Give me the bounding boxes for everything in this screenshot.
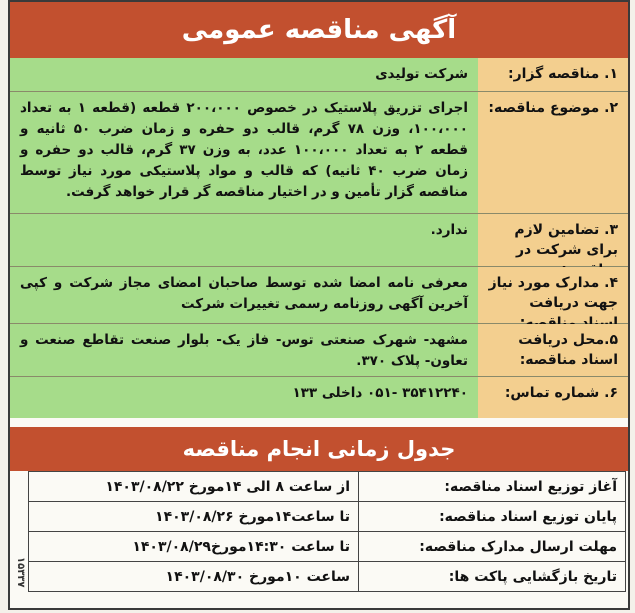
side-code: ۱۵۳۳۷	[15, 556, 26, 588]
row-location	[10, 324, 628, 377]
schedule-label: آغاز توزیع اسناد مناقصه:	[359, 472, 626, 502]
schedule-value: از ساعت ۸ الی ۱۴مورخ ۱۴۰۳/۰۸/۲۲	[29, 472, 359, 502]
row-documents	[10, 267, 628, 324]
table-row	[29, 502, 626, 532]
field-value: مشهد- شهرک صنعتی توس- فاز یک- بلوار صنعت تقاطع صنعت و تعاون- پلاک ۳۷۰.	[10, 324, 478, 376]
row-guarantees	[10, 214, 628, 267]
field-value: معرفی نامه امضا شده توسط صاحبان امضای مجاز شرکت و کپی آخرین آگهی روزنامه رسمی تغییرات شرکت	[10, 267, 478, 323]
field-label: ۶. شماره تماس:	[478, 377, 628, 418]
field-value: ۳۵۴۱۲۲۴۰ -۰۵۱ داخلی ۱۳۳	[10, 377, 478, 418]
row-phone	[10, 377, 628, 418]
info-table	[10, 58, 628, 418]
field-label: ۴. مدارک مورد نیاز جهت دریافت	[478, 267, 628, 323]
field-label: ۵.محل دریافت اسناد مناقصه:	[478, 324, 628, 376]
field-value: ندارد.	[10, 214, 478, 266]
schedule-title: جدول زمانی انجام مناقصه	[10, 427, 628, 471]
tender-notice	[8, 0, 630, 610]
schedule-value: تا ساعت ۱۴:۳۰مورخ۱۴۰۳/۰۸/۲۹	[29, 532, 359, 562]
schedule-label: مهلت ارسال مدارک مناقصه:	[359, 532, 626, 562]
schedule-label: پایان توزیع اسناد مناقصه:	[359, 502, 626, 532]
table-row	[29, 532, 626, 562]
field-label: ۱. مناقصه گزار:	[478, 58, 628, 91]
schedule-value: تا ساعت۱۴مورخ ۱۴۰۳/۰۸/۲۶	[29, 502, 359, 532]
field-label: ۳. تضامین لازم برای شرکت در	[478, 214, 628, 266]
table-row	[29, 562, 626, 592]
schedule-table	[28, 471, 626, 592]
schedule-value: ساعت ۱۰مورخ ۱۴۰۳/۰۸/۳۰	[29, 562, 359, 592]
row-tender-holder	[10, 58, 628, 92]
field-value: اجرای تزریق پلاستیک در خصوص ۲۰۰،۰۰۰ قطعه (قطعه ۱ به تعداد ۱۰۰،۰۰۰، وزن ۷۸ گرم، قالب دو حفره و زمان ضرب ۵۰ ثانیه و قطعه ۲ به تعداد ۱۰۰،۰۰۰ عدد، به وزن ۳۷ گرم، قالب دو حفره و زمان ضرب ۴۰ ثانیه) که قالب و مواد پلاستیکی مورد نیاز توسط مناقصه گزار تأمین و در اختیار مناقصه گر قرار خواهد گرفت.	[10, 92, 478, 212]
field-value: شرکت تولیدی	[10, 58, 478, 91]
table-row	[29, 472, 626, 502]
notice-title: آگهی مناقصه عمومی	[10, 2, 628, 58]
schedule-label: تاریخ بازگشایی پاکت ها:	[359, 562, 626, 592]
row-subject	[10, 92, 628, 213]
field-label: ۲. موضوع مناقصه:	[478, 92, 628, 212]
